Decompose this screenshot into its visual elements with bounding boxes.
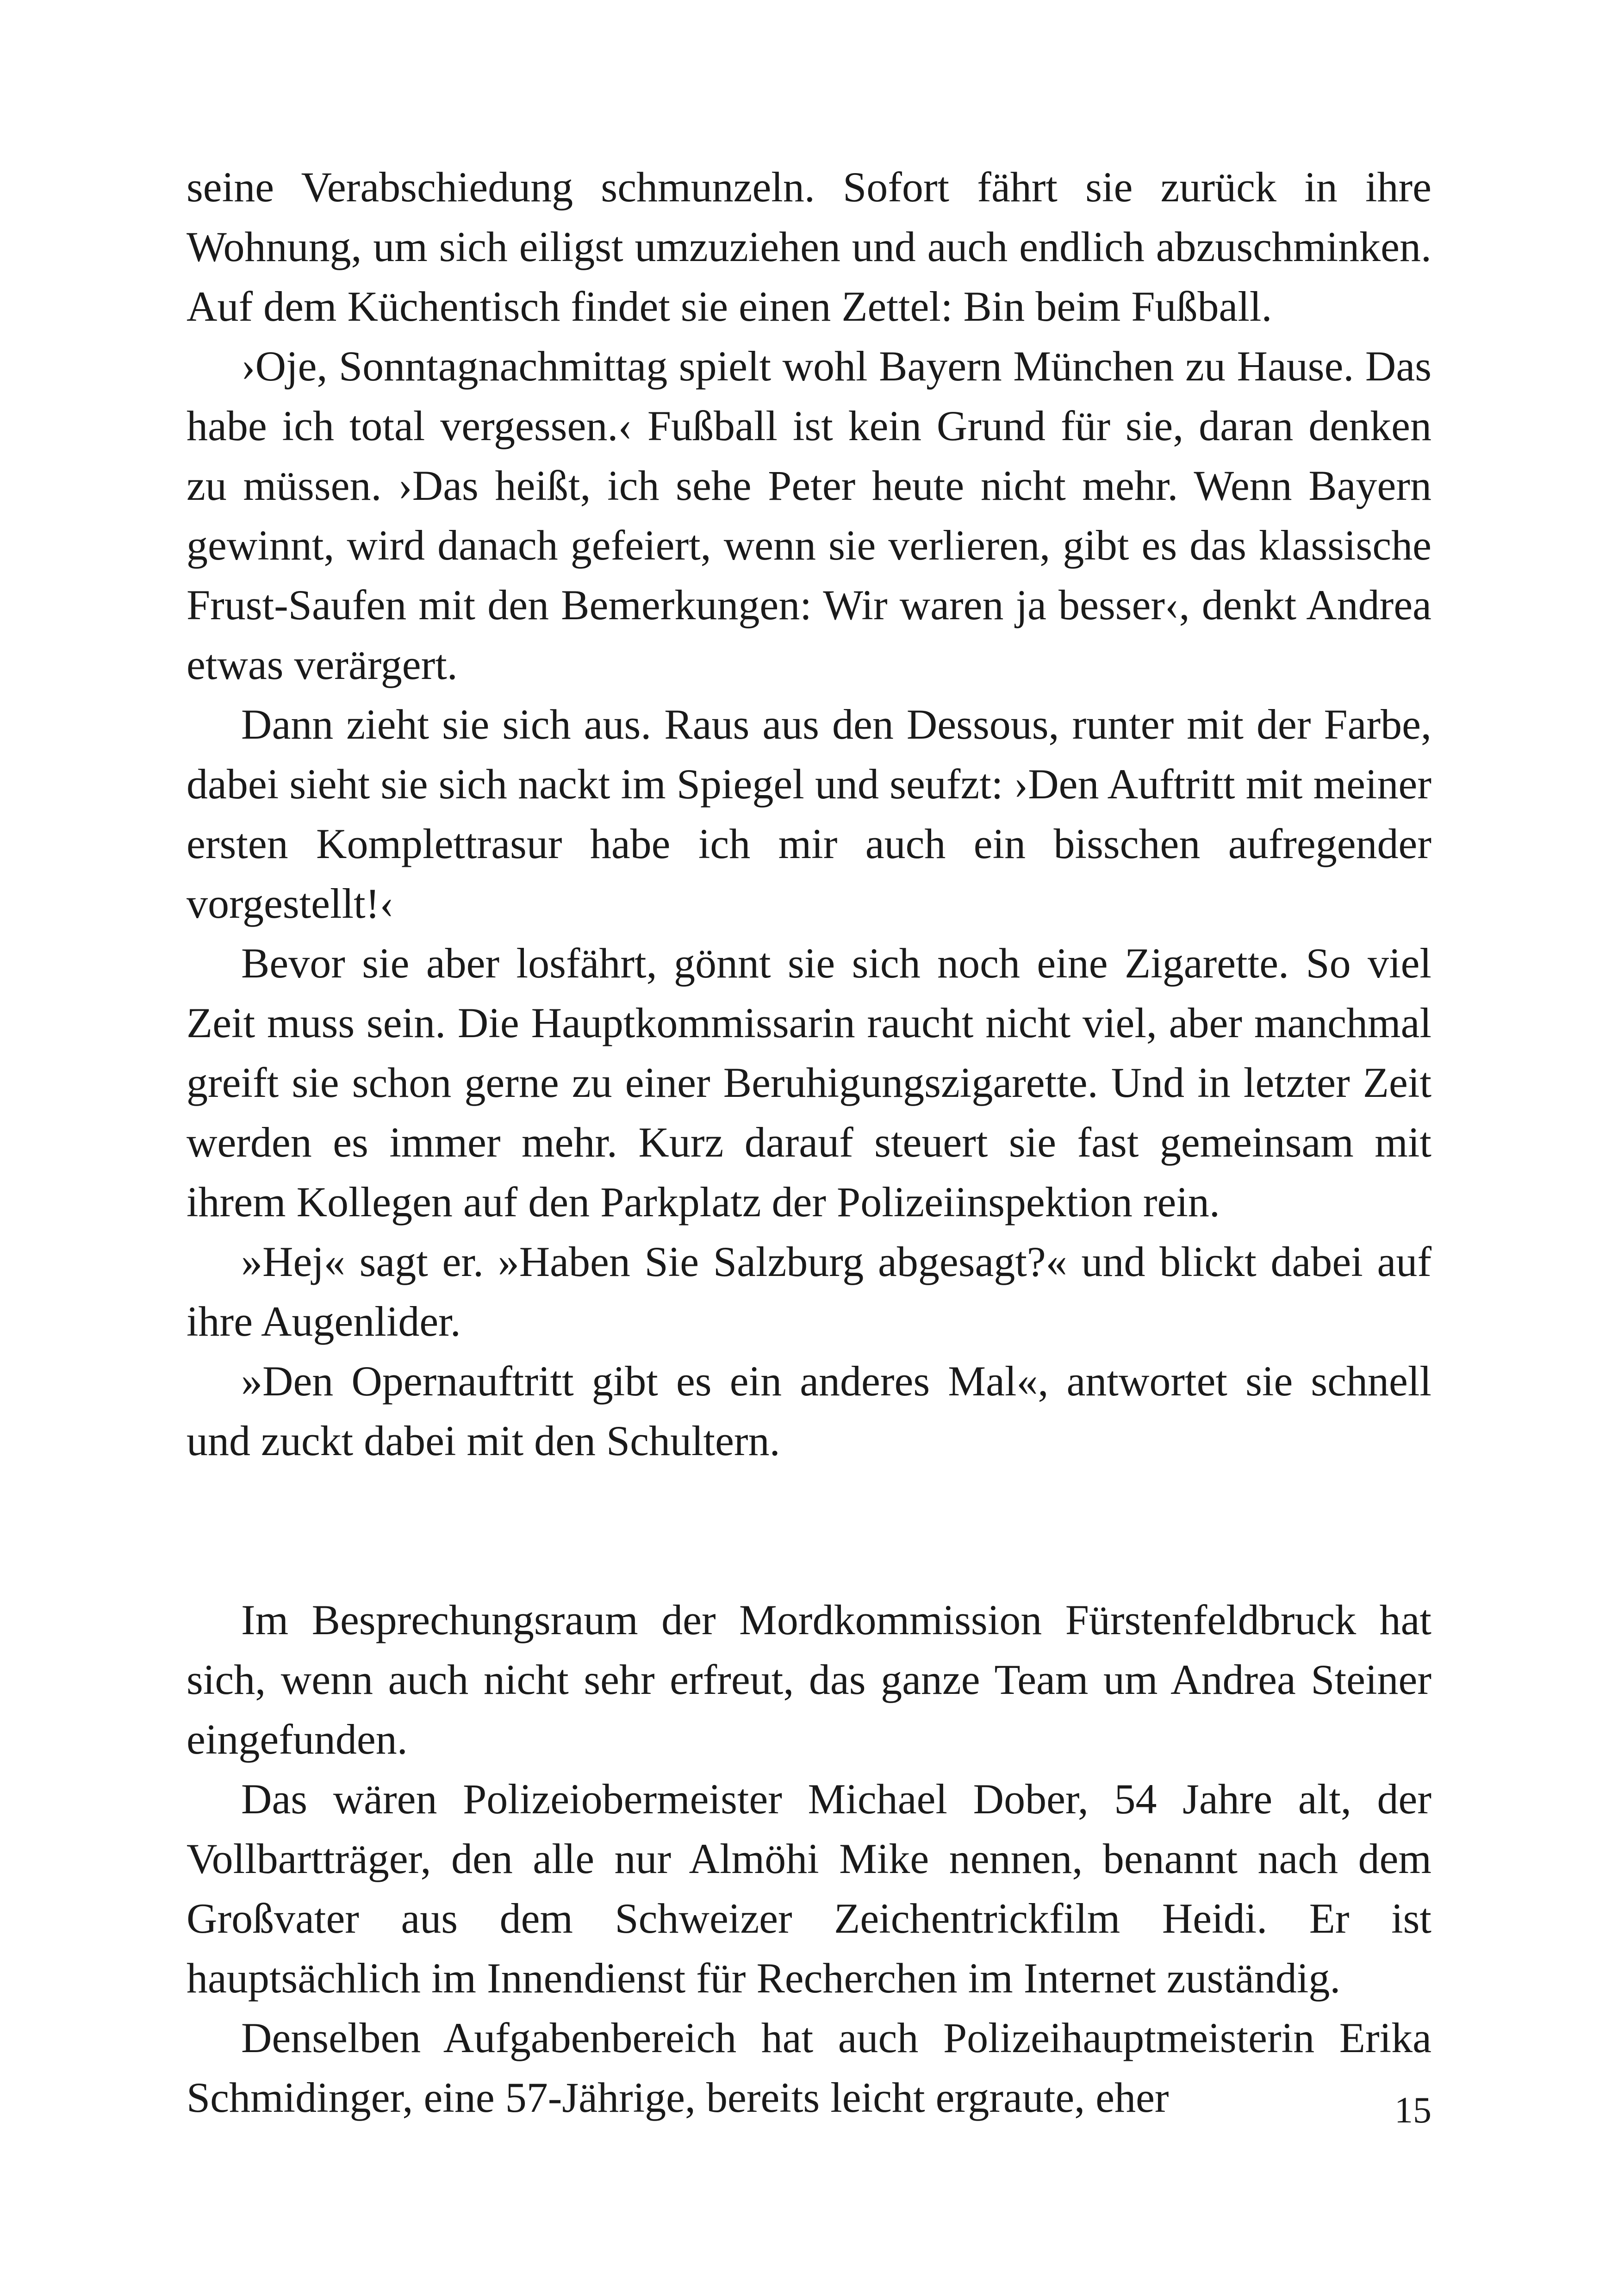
page-body	[187, 157, 1431, 2128]
section-break	[187, 1471, 1431, 1590]
paragraph: »Den Opernauftritt gibt es ein anderes Mal«, antwortet sie schnell und zuckt dabei mit den Schultern.	[187, 1357, 1431, 1464]
paragraph: Im Besprechungsraum der Mordkommission Fürstenfeldbruck hat sich, wenn auch nicht sehr erfreut, das ganze Team um Andrea Steiner eingefunden.	[187, 1596, 1431, 1763]
paragraph: Denselben Aufgabenbereich hat auch Polizeihauptmeisterin Erika Schmidinger, eine 57-Jährige, bereits leicht ergraute, eher	[187, 2014, 1431, 2121]
paragraph: Bevor sie aber losfährt, gönnt sie sich noch eine Zigarette. So viel Zeit muss sein. Die Hauptkommissarin raucht nicht viel, aber manchmal greift sie schon gerne zu einer Beruhigungszigarette. Und in letzter Zeit werden es immer mehr. Kurz darauf steuert sie fast gemeinsam mit ihrem Kollegen auf den Parkplatz der Polizeiinspektion rein.	[187, 940, 1431, 1226]
paragraph: Dann zieht sie sich aus. Raus aus den Dessous, runter mit der Farbe, dabei sieht sie sich nackt im Spiegel und seufzt: ›Den Auftritt mit meiner ersten Komplettrasur habe ich mir auch ein bisschen aufregender vorgestellt!‹	[187, 701, 1431, 927]
page-number: 15	[1394, 2090, 1431, 2131]
paragraph: seine Verabschiedung schmunzeln. Sofort fährt sie zurück in ihre Wohnung, um sich eiligst umzuziehen und auch endlich abzuschminken. Auf dem Küchentisch findet sie einen Zettel: Bin beim Fußball.	[187, 163, 1431, 330]
paragraph: ›Oje, Sonntagnachmittag spielt wohl Bayern München zu Hause. Das habe ich total vergessen.‹ Fußball ist kein Grund für sie, daran denken zu müssen. ›Das heißt, ich sehe Peter heute nicht mehr. Wenn Bayern gewinnt, wird danach gefeiert, wenn sie verlieren, gibt es das klassische Frust-Saufen mit den Bemerkungen: Wir waren ja besser‹, denkt Andrea etwas verärgert.	[187, 342, 1431, 688]
paragraph: »Hej« sagt er. »Haben Sie Salzburg abgesagt?« und blickt dabei auf ihre Augenlider.	[187, 1238, 1431, 1345]
paragraph: Das wären Polizeiobermeister Michael Dober, 54 Jahre alt, der Vollbartträger, den alle nur Almöhi Mike nennen, benannt nach dem Großvater aus dem Schweizer Zeichentrickfilm Heidi. Er ist hauptsächlich im Innendienst für Recherchen im Internet zuständig.	[187, 1775, 1431, 2002]
